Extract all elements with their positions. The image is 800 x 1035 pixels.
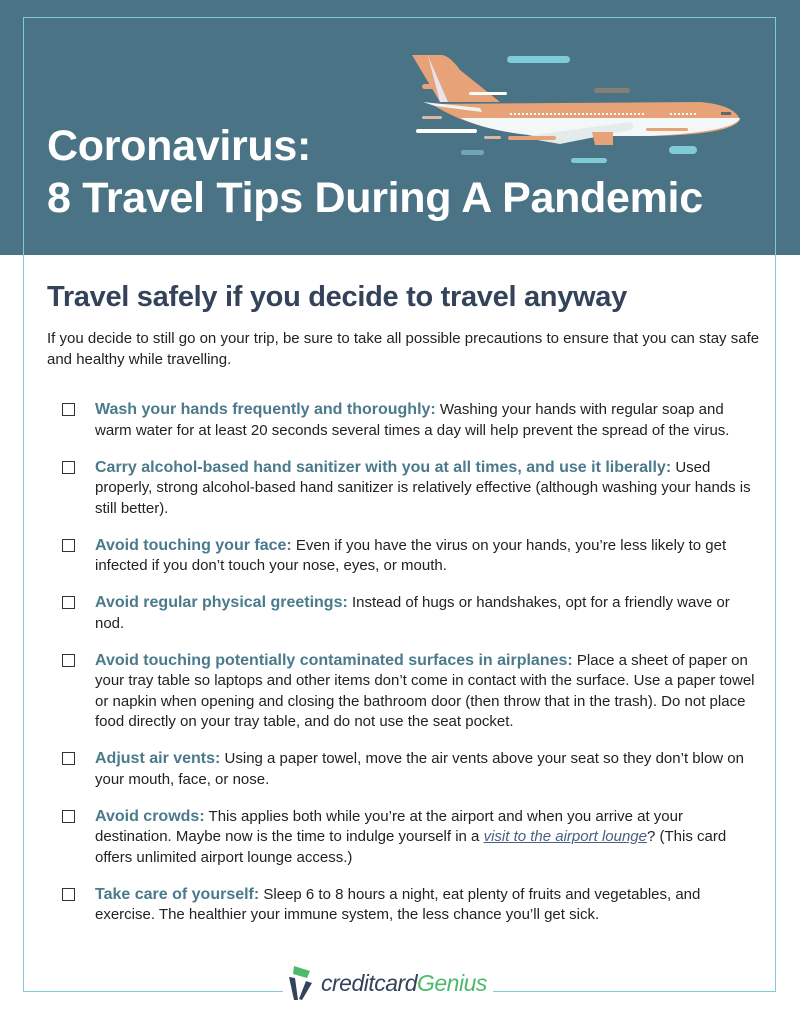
checkbox[interactable]: [62, 403, 75, 416]
tip-text: Instead of hugs or handshakes, opt for a friendly wave or nod.: [95, 594, 730, 632]
checkbox[interactable]: [62, 752, 75, 765]
title-line-2: 8 Travel Tips During A Pandemic: [47, 174, 703, 222]
tip-text: Used properly, strong alcohol-based hand sanitizer is relatively effective (although washing your hands is still better).: [95, 458, 751, 517]
logo-text-genius: Genius: [416, 969, 487, 996]
checkbox[interactable]: [62, 596, 75, 609]
tip-lead: Avoid crowds:: [95, 807, 205, 825]
checkbox[interactable]: [62, 461, 75, 474]
page-title: [47, 120, 703, 224]
checkbox[interactable]: [62, 888, 75, 901]
tip-lead: Take care of yourself:: [95, 885, 260, 903]
logo-text-creditcard: creditcard: [321, 969, 417, 996]
tip-item: [60, 400, 760, 441]
creditcardgenius-logo: [283, 966, 493, 1000]
section-heading: Travel safely if you decide to travel anyway: [47, 281, 627, 313]
tip-item: [60, 651, 760, 733]
tip-lead: Carry alcohol-based hand sanitizer with you at all times, and use it liberally:: [95, 458, 672, 476]
tip-lead: Wash your hands frequently and thoroughly:: [95, 401, 436, 418]
logo-mark-icon: [289, 966, 315, 1000]
tip-item: [60, 593, 760, 634]
checkbox[interactable]: [62, 539, 75, 552]
tip-lead: Avoid touching potentially contaminated surfaces in airplanes:: [95, 651, 573, 669]
section-intro: If you decide to still go on your trip, be sure to take all possible precautions to ensure that you can stay safe and healthy while travelling.: [47, 330, 760, 368]
tip-text: This applies both while you’re at the airport and when you arrive at your destination. Maybe now is the time to indulge yourself in a: [95, 807, 683, 845]
tip-text-after: ? (This card offers unlimited airport lounge access.): [95, 828, 727, 866]
tip-item: [60, 749, 760, 790]
tip-text: Place a sheet of paper on your tray table so laptops and other items don’t come in contact with the surface. Use a paper towel or napkin when opening and closing the bathroom door (then throw that in the trash). Do not place food directly on your tray table, and do not use the seat pocket.: [95, 651, 755, 730]
tip-lead: Avoid regular physical greetings:: [95, 594, 348, 611]
tip-lead: Avoid touching your face:: [95, 536, 292, 554]
checkbox[interactable]: [62, 810, 75, 823]
tips-checklist: [60, 400, 760, 942]
tip-text: Sleep 6 to 8 hours a night, eat plenty of fruits and vegetables, and exercise. The healthier your immune system, the less chance you’ll get sick.: [95, 885, 701, 923]
tip-item: [60, 807, 760, 869]
tip-item: [60, 536, 760, 577]
tip-item: [60, 885, 760, 926]
tip-item: [60, 458, 760, 520]
tip-text: Using a paper towel, move the air vents above your seat so they don’t blow on your mouth, face, or nose.: [95, 750, 744, 788]
tip-lead: Adjust air vents:: [95, 750, 221, 767]
airport-lounge-link[interactable]: visit to the airport lounge: [483, 828, 647, 845]
checkbox[interactable]: [62, 654, 75, 667]
tip-text: Even if you have the virus on your hands, you’re less likely to get infected if you don’t touch your nose, eyes, or mouth.: [95, 536, 727, 574]
tip-text: Washing your hands with regular soap and warm water for at least 20 seconds several times a day will help prevent the spread of the virus.: [95, 401, 730, 439]
title-line-1: Coronavirus:: [47, 122, 311, 170]
